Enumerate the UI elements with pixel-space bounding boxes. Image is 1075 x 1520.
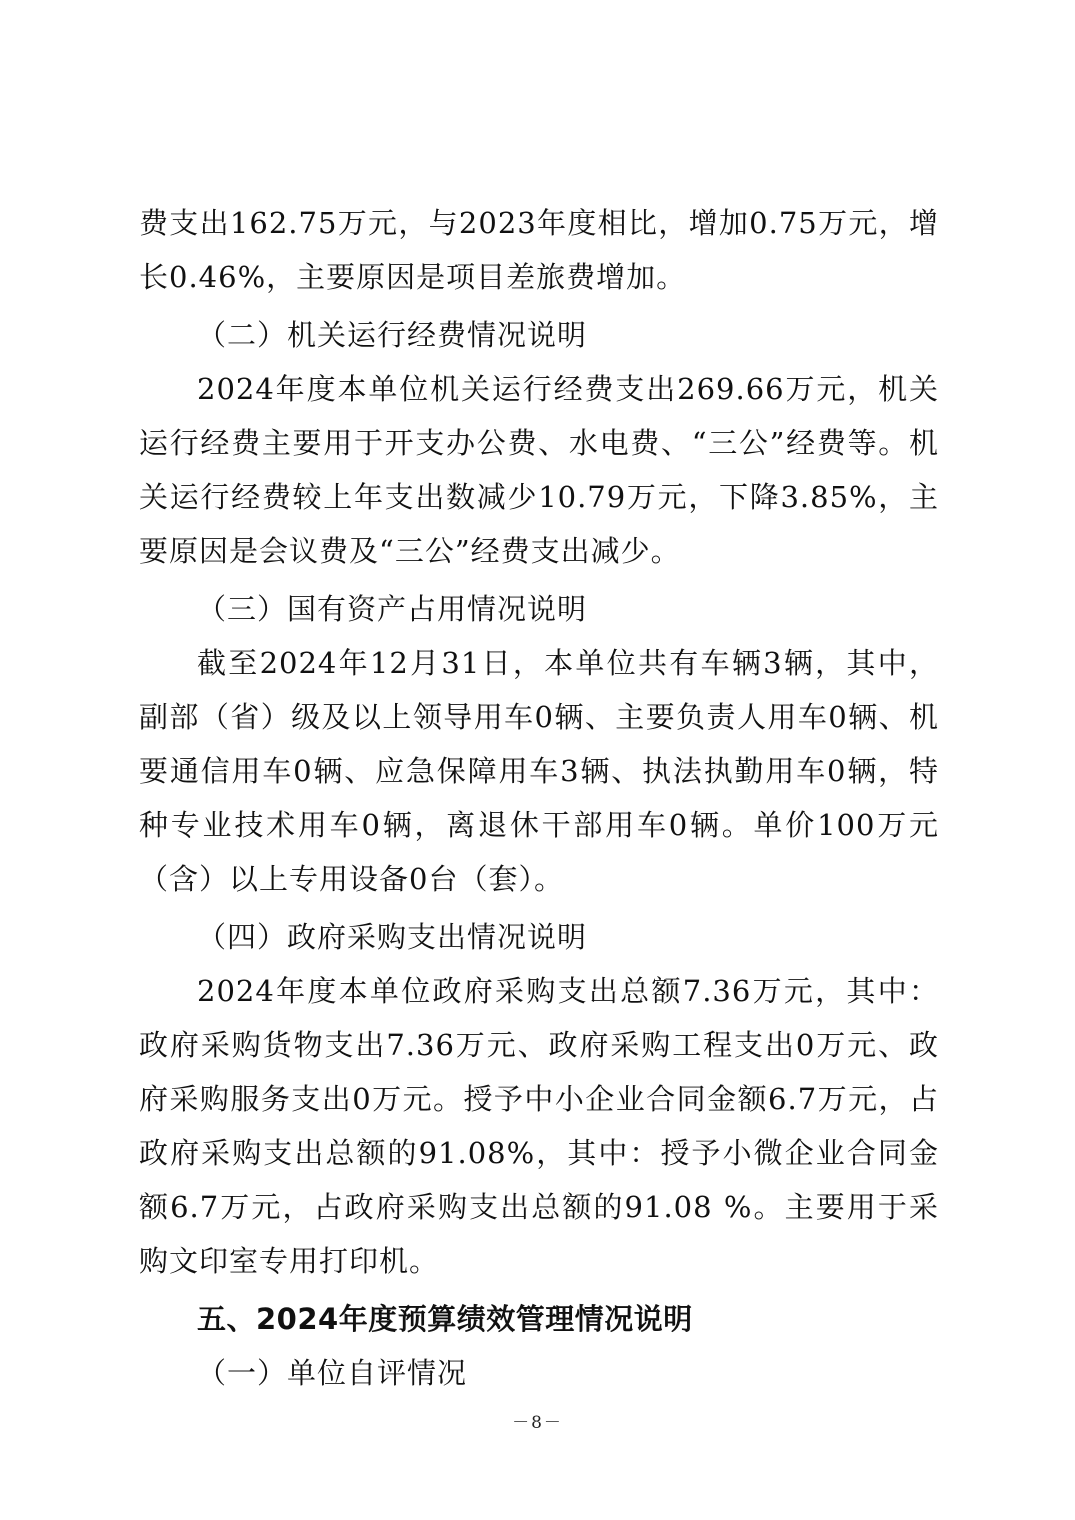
page-number: －8－ (512, 1413, 563, 1433)
paragraph-operating-expenses: 2024年度本单位机关运行经费支出269.66万元，机关运行经费主要用于开支办公费、水电费、“三公”经费等。机关运行经费较上年支出数减少10.79万元，下降3.85%，主要原因是会议费及“三公”经费支出减少。 (139, 372, 939, 568)
paragraph-continuation: 费支出162.75万元，与2023年度相比，增加0.75万元，增长0.46%，主要原因是项目差旅费增加。 (139, 206, 939, 294)
subheading-government-procurement: （四）政府采购支出情况说明 (197, 920, 588, 954)
paragraph-state-assets: 截至2024年12月31日，本单位共有车辆3辆，其中，副部（省）级及以上领导用车0辆、主要负责人用车0辆、机要通信用车0辆、应急保障用车3辆、执法执勤用车0辆，特种专业技术用车0辆，离退休干部用车0辆。单价100万元（含）以上专用设备0台（套）。 (139, 646, 939, 896)
subheading-self-evaluation: （一）单位自评情况 (197, 1356, 468, 1390)
subheading-state-assets: （三）国有资产占用情况说明 (197, 592, 588, 626)
paragraph-government-procurement: 2024年度本单位政府采购支出总额7.36万元，其中：政府采购货物支出7.36万元、政府采购工程支出0万元、政府采购服务支出0万元。授予中小企业合同金额6.7万元，占政府采购支出总额的91.08%，其中：授予小微企业合同金额6.7万元，占政府采购支出总额的91.08 %。主要用于采购文印室专用打印机。 (139, 974, 939, 1278)
section-heading-performance: 五、2024年度预算绩效管理情况说明 (197, 1302, 693, 1336)
document-body (139, 196, 939, 1400)
subheading-operating-expenses: （二）机关运行经费情况说明 (197, 318, 588, 352)
